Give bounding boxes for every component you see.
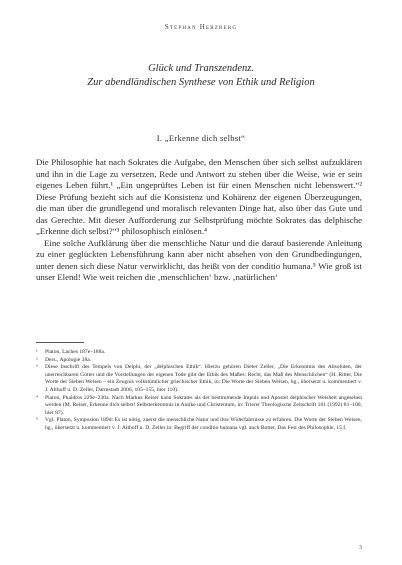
footnote-number: ⁴ — [36, 394, 38, 401]
footnote-number: ³ — [36, 364, 38, 371]
section-heading: I. „Erkenne dich selbst“ — [156, 133, 246, 143]
footnote-number: ² — [36, 356, 38, 363]
body-text — [36, 157, 362, 284]
title-line-2: Zur abendländischen Synthese von Ethik und Religion — [87, 77, 315, 88]
page-number: 3 — [359, 545, 362, 551]
footnote-text: Diese Inschrift des Tempels von Delphi, der „delphischen Ethik“. Hierzu gehören Dieter Zeller, „Die Erkenntnis des Absoluten, der unerreichbaren Götter und die Vorstellungen der eigenen Tode gibt der Ethik des Maßes: Recht, das Maß des Menschlichen“ (H. Ritter, Die Worte der Sieben Weisen – ein Zeugnis volkstümlicher griechischer Ethik, in: Die Worte der Sieben Weisen, hg., übersetzt u. kommentiert v. J. Althoff u. D. Zeller, Darmstadt 2006, 105–155, hier 110). — [45, 364, 362, 393]
footnote-text: Ders., Apologie 38a. — [45, 356, 92, 363]
body-paragraph-1: Die Philosophie hat nach Sokrates die Aufgabe, den Menschen über sich selbst aufzuklären und ihn in die Lage zu versetzen, Rede und Antwort zu stehen über die Weise, wie er sein eigenes Leben führt.¹ „Ein ungeprüftes Leben ist für einen Menschen nicht lebenswert.“² Diese Prüfung bezieht sich auf die Konsistenz und Kohärenz der eigenen Überzeugungen, die man über die grundlegend und moralisch relevanten Dinge hat, also über das Gute und das Gerechte. Mit dieser Aufforderung zur Selbstprüfung möchte Sokrates das delphische „Erkenne dich selbst?“³ philosophisch einlösen.⁴ — [36, 157, 362, 237]
footnote-number: ¹ — [36, 349, 38, 355]
footnote-divider — [36, 342, 84, 343]
chapter-title — [0, 62, 402, 90]
footnote — [36, 349, 362, 357]
footnote — [36, 364, 362, 394]
footnotes — [36, 349, 362, 433]
title-line-1: Glück und Transzendenz. — [148, 63, 254, 74]
footnote-number: ⁵ — [36, 417, 38, 424]
footnote — [36, 417, 362, 432]
running-head: Stephan Herzberg — [164, 23, 238, 31]
footnote-text: Vgl. Platon, Symposion 189d: Es ist nötig, zuerst die menschliche Natur und ihre Widerfahrnisse zu erfahren. Die Worte der Sieben Weisen, hg., übersetzt u. kommentiert v. J. Althoff u. D. Zeller in: Begriff der conditio humana vgl. auch Botter, Das Fest des Philosophie, 15 f. — [45, 417, 362, 431]
footnote-text: Platon, Laches 187e–188a. — [45, 349, 106, 355]
footnote-text: Platon, Phaidros 229e–230a. Nach Markus Reiser kann Sokrates als der bestimmende Impuls und Apostel delphischer Weisheit angesehen werden (M. Reiser, Erkenne dich selbst! Selbsterkenntnis in Antike und Christentum, in: Trierer Theologische Zeitschrift 101 (1992) 81–100, hier 87). — [45, 394, 362, 416]
footnote — [36, 395, 362, 418]
body-paragraph-2: Eine solche Aufklärung über die menschliche Natur und die darauf basierende Anleitung zu einer geglückten Lebensführung kann aber nicht absehen von den Grundbedingungen, unter denen sich diese Natur verwirklicht, das heißt von der conditio humana.⁵ Wie groß ist unser Elend! Wie weit reichen die ‚menschlichen‘ bzw. ‚natürlichen‘ — [36, 237, 362, 283]
